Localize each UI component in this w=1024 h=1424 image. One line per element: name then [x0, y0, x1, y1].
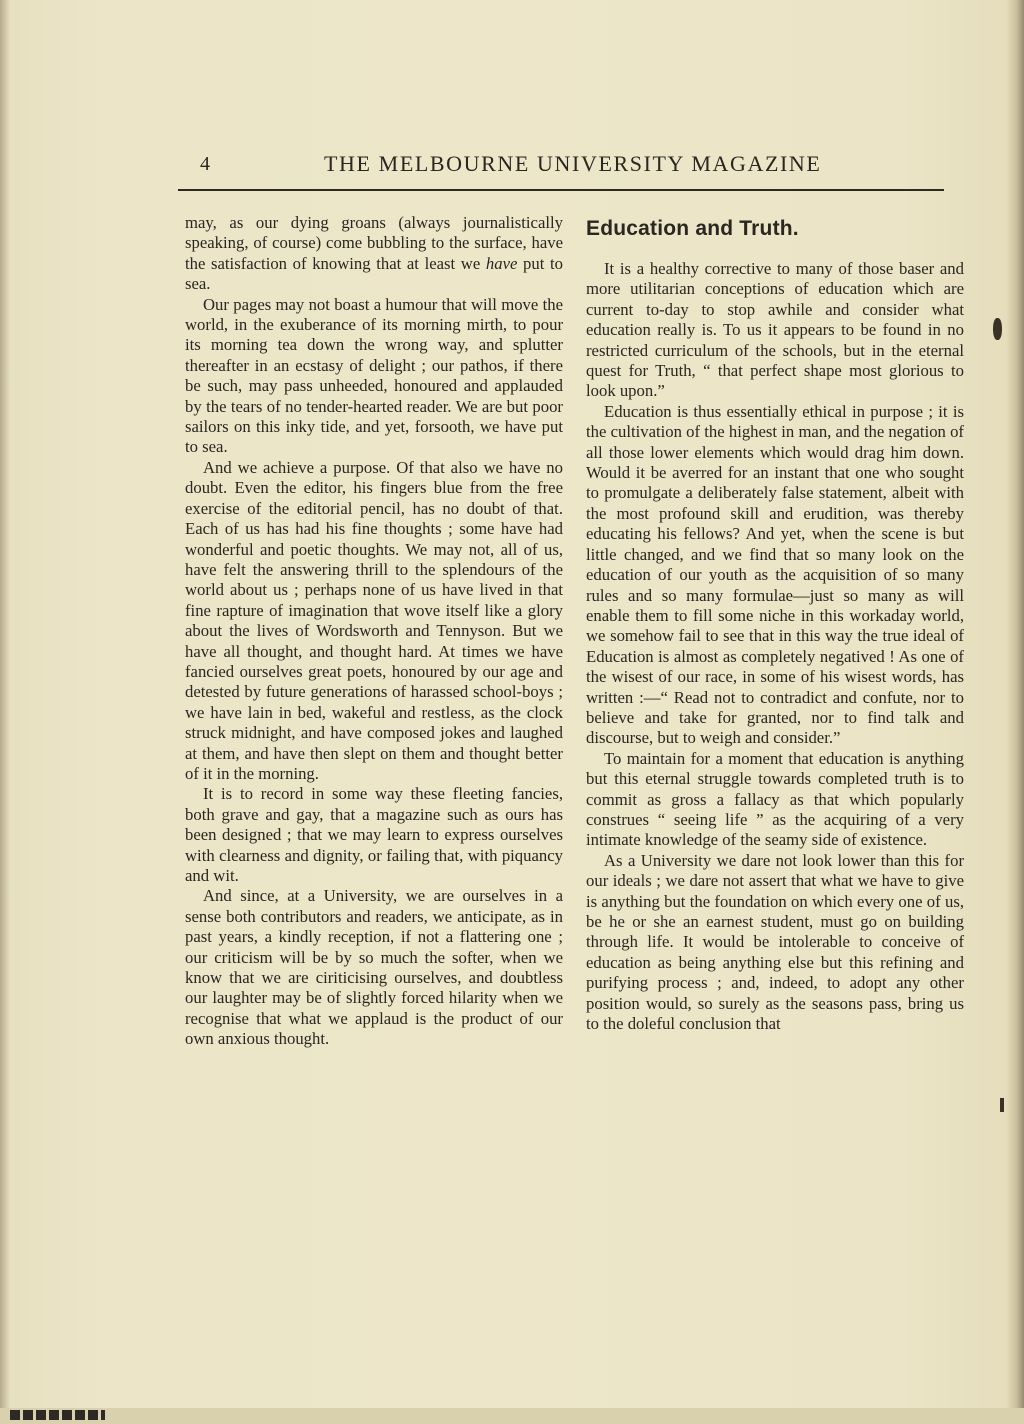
running-head: THE MELBOURNE UNIVERSITY MAGAZINE [324, 151, 822, 176]
ink-speck-small [1000, 1098, 1004, 1112]
page-binding-edge [1006, 0, 1024, 1424]
right-paragraph-2: Education is thus essentially ethical in purpose ; it is the cultivation of the highest in man, and the negation of all those lower elements which would drag him down. Would it be averred for an instant that one who sought to promulgate a deliberately false statement, albeit with the most profound skill and erudition, was thereby educating his fellows? And yet, when the scene is but little changed, and we find that so many look on the education of our youth as the acquisition of so many rules and so many formulae—just so many as will enable them to fill some niche in this workaday world, we somehow fail to see that in this way the true ideal of Education is almost as completely negatived ! As one of the wisest of our race, in some of his wisest words, has written :—“ Read not to contradict and confute, nor to believe and take for granted, nor to find talk and discourse, but to weigh and consider.” [586, 401, 964, 748]
page-header [178, 150, 944, 182]
page-bottom-strip [0, 1408, 1024, 1424]
scan-corner-mark [10, 1410, 105, 1420]
right-paragraph-4: As a University we dare not look lower than this for our ideals ; we dare not assert that what we have to give is anything but the foundation on which every one of us, be he or she an earnest student, must go on building through life. It would be intolerable to conceive of education as being anything else but this refining and purifying process ; and, indeed, to adopt any other position would, so surely as the seasons pass, bring us to the doleful conclusion that [586, 850, 964, 1034]
left-paragraph-1: may, as our dying groans (always journalistically speaking, of course) come bubbling to the surface, have the satisfaction of knowing that at least we have put to sea. [185, 213, 564, 294]
left-column [185, 213, 563, 1050]
left-paragraph-3: And we achieve a purpose. Of that also we have no doubt. Even the editor, his fingers blue from the free exercise of the editorial pencil, has no doubt of that. Each of us has had his fine thoughts ; some have had wonderful and poetic thoughts. We may not, all of us, have felt the answering thrill to the splendours of the world about us ; perhaps none of us have lived in that fine rapture of imagination that wove itself like a glory about the lives of Wordsworth and Tennyson. But we have all thought, and thought hard. At times we have fancied ourselves great poets, honoured by our age and detested by future generations of harassed school-boys ; we have lain in bed, wakeful and restless, as the clock struck midnight, and have composed jokes and laughed at them, and have then slept on them and thought better of it in the morning. [185, 457, 563, 783]
ink-speck [993, 318, 1002, 340]
right-paragraph-1: It is a healthy corrective to many of those baser and more utilitarian conceptions of education which are current to-day to stop awhile and consider what education really is. To us it appears to be found in no restricted curriculum of the schools, but in the eternal quest for Truth, “ that perfect shape most glorious to look upon.” [586, 259, 964, 401]
right-column [586, 213, 964, 1034]
article-title: Education and Truth. [586, 217, 799, 240]
page-number: 4 [200, 153, 211, 175]
header-rule [178, 189, 944, 191]
left-paragraph-4: It is to record in some way these fleeting fancies, both grave and gay, that a magazine such as ours has been designed ; that we may learn to express ourselves with clearness and dignity, or failing that, with piquancy and wit. [185, 784, 563, 885]
page-shadow-left [0, 0, 10, 1424]
right-paragraph-3: To maintain for a moment that education is anything but this eternal struggle towards completed truth is to commit as gross a fallacy as that which popularly construes “ seeing life ” as the acquiring of a very intimate knowledge of the seamy side of existence. [586, 748, 964, 850]
left-paragraph-5: And since, at a University, we are ourselves in a sense both contributors and readers, we anticipate, as in past years, a kindly reception, if not a flattering one ; our criticism will be by so much the softer, when we know that we are ciriticising ourselves, and doubtless our laughter may be of slightly forced hilarity when we recognise that what we applaud is the product of our own anxious thought. [185, 886, 563, 1049]
left-paragraph-2: Our pages may not boast a humour that will move the world, in the exuberance of its morning mirth, to pour its morning tea down the wrong way, and splutter thereafter in an ecstasy of delight ; our pathos, if there be such, may pass unheeded, honoured and applauded by the tears of no tender-hearted reader. We are but poor sailors on this inky tide, and yet, forsooth, we have put to sea. [185, 294, 563, 457]
